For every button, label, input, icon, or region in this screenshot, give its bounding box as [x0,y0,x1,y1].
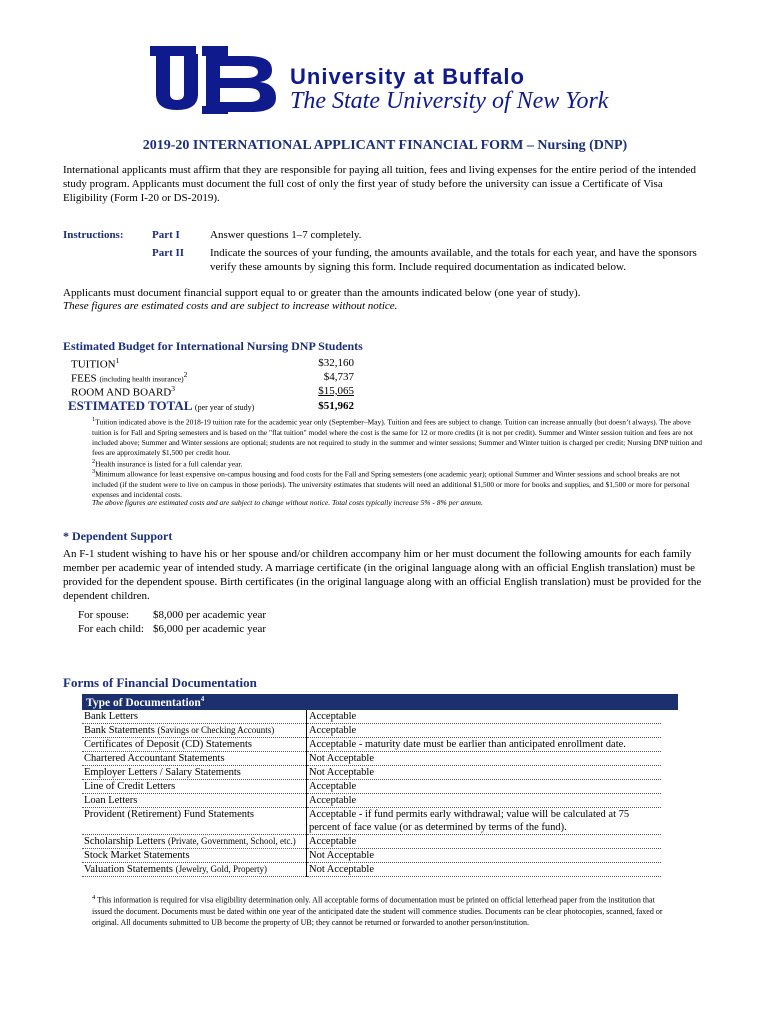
documentation-table-header: Type of Documentation$^4$ [82,694,678,710]
spouse-value: $8,000 per academic year [153,609,266,621]
room-value: $15,065 [318,385,354,397]
table-row [82,751,661,765]
doc-type-cell: Loan Letters [82,793,307,807]
doc-type-cell: Bank Statements (Savings or Checking Accounts) [82,723,307,737]
table-row [82,793,661,807]
ub-monogram-icon [148,44,288,122]
documentation-heading: Forms of Financial Documentation [63,675,257,690]
doc-status-cell: Acceptable [307,779,662,793]
doc-status-cell: Acceptable [307,834,662,848]
documentation-rows [82,710,661,877]
doc-type-cell: Chartered Accountant Statements [82,751,307,765]
table-row [82,737,661,751]
doc-status-cell: Not Acceptable [307,862,662,876]
doc-type-cell: Certificates of Deposit (CD) Statements [82,737,307,751]
documentation-footnote: $^4$ This information is required for visa eligibility determination only. All acceptable forms of documentation must be printed on official letterhead paper from the institution that issued the document. Documents must be dated within one year of the anticipated date the student will commence studies. Documents can be clear photocopies, scanned, faxed or original. All documents submitted to UB become the property of UB; they cannot be returned or forwarded to another person/institution. [92,894,663,927]
doc-type-cell: Stock Market Statements [82,848,307,862]
fees-label: FEES (including health insurance)$^2$ [71,370,188,385]
intro-paragraph: International applicants must affirm that they are responsible for paying all tuition, fees and living expenses for the entire period of the intended study program. Applicants must document the full cost of only the first year of study before the university can issue a Certificate of Visa Eligibility (Form I-20 or DS-2019). [63,164,697,204]
budget-heading: Estimated Budget for International Nursing DNP Students [63,339,363,353]
dependent-text: An F-1 student wishing to have his or her spouse and/or children accompany him or her must document the following amounts for each family member per academic year of intended study. A marriage certificate (in the original language along with an official English translation) must be provided for the dependent spouse. Birth certificates (in the original language along with an official English translation) must be provided for the dependent children. [63,548,702,602]
table-row [82,834,661,848]
estimate-note: These figures are estimated costs and are subject to increase without notice. [63,300,398,312]
doc-status-cell: Not Acceptable [307,751,662,765]
dependent-heading: * Dependent Support [63,529,173,543]
child-value: $6,000 per academic year [153,623,266,635]
budget-footnote-4: The above figures are estimated costs and are subject to change without notice. Total costs typically increase 5% - 8% per annum. [92,498,483,507]
part1-label: Part I [152,229,180,241]
budget-footnote-2: $^2$Health insurance is listed for a full calendar year. [92,458,243,469]
doc-status-cell: Not Acceptable [307,765,662,779]
doc-status-cell: Acceptable [307,723,662,737]
doc-type-cell: Employer Letters / Salary Statements [82,765,307,779]
tuition-value: $32,160 [318,357,354,369]
instructions-label: Instructions: [63,229,124,241]
university-subtitle: The State University of New York [290,88,609,114]
table-row [82,765,661,779]
fees-value: $4,737 [323,371,354,383]
room-label: ROOM AND BOARD$^3$ [71,384,175,399]
doc-status-cell: Acceptable - maturity date must be earlier than anticipated enrollment date. [307,737,662,751]
table-row [82,848,661,862]
doc-type-cell: Valuation Statements (Jewelry, Gold, Property) [82,862,307,876]
support-note: Applicants must document financial support equal to or greater than the amounts indicated below (one year of study). [63,287,581,299]
budget-footnote-3: $^3$Minimum allowance for least expensive on-campus housing and food costs for the Fall and Spring semesters (one academic year); optional Summer and Winter sessions and school breaks are not included (if the student were to live on campus in those periods). The university estimates that students will need an additional $1,500 or more for books and supplies, and $1,500 or more for personal expenses and incidental costs. [92,468,690,499]
total-value: $51,962 [318,400,354,412]
doc-status-cell: Acceptable - if fund permits early withdrawal; value will be calculated at 75 percent of face value (or as determined by terms of the fund). [307,807,662,834]
spouse-label: For spouse: [78,609,130,621]
total-label: ESTIMATED TOTAL (per year of study) [68,398,255,413]
doc-type-cell: Provident (Retirement) Fund Statements [82,807,307,834]
table-row [82,779,661,793]
university-name: University at Buffalo [290,64,525,89]
doc-status-cell: Acceptable [307,793,662,807]
table-row [82,723,661,737]
table-row [82,710,661,724]
doc-type-cell: Bank Letters [82,710,307,724]
part1-text: Answer questions 1–7 completely. [210,229,362,241]
form-title: 2019-20 INTERNATIONAL APPLICANT FINANCIAL FORM – Nursing (DNP) [142,138,628,153]
budget-footnote-1: $^1$Tuition indicated above is the 2018-19 tuition rate for the academic year only (September–May). Tuition and fees are subject to change. Tuition can increase annually (but doesn’t always). The above tuition is for Fall and Spring semesters and is based on the "flat tuition" model where the cost is the same for 12 or more credits (it is not per credit). Summer and Winter session tuition and fees are not included above; Summer and Winter sessions are optional; students are not required to study in the summer and winter sessions; Summer and Winter tuition is charged per credit; Nursing DNP tuition and fees are approximately $1,500 per credit hour. [92,416,703,457]
doc-status-cell: Acceptable [307,710,662,724]
table-row [82,862,661,876]
child-label: For each child: [78,623,144,635]
part2-label: Part II [152,247,185,259]
doc-type-cell: Scholarship Letters (Private, Government, School, etc.) [82,834,307,848]
doc-status-cell: Not Acceptable [307,848,662,862]
tuition-label: TUITION$^1$ [71,356,120,371]
part2-text: Indicate the sources of your funding, the amounts available, and the totals for each year, and have the sponsors verify these amounts by signing this form. Include required documentation as indicated below. [210,247,697,273]
documentation-table [82,694,678,877]
doc-type-cell: Line of Credit Letters [82,779,307,793]
table-row [82,807,661,834]
